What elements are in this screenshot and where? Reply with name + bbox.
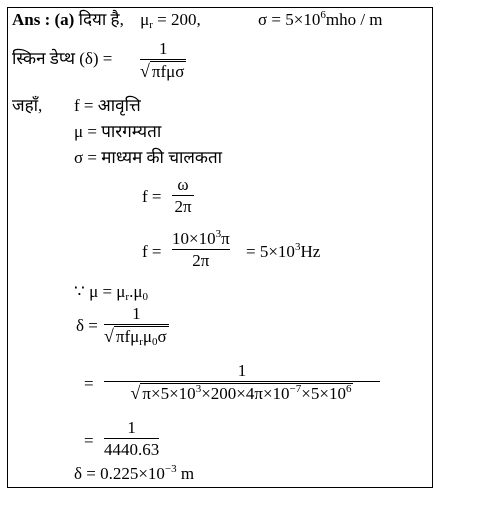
part-label: (a) <box>54 10 75 29</box>
mu-r-value: $\mu_r = 200$, <box>140 10 201 31</box>
delta-subst-lhs: = <box>84 374 94 393</box>
skin-depth-denominator: √ πfμσ <box>140 61 185 81</box>
delta-num-denominator: 4440.63 <box>104 440 160 459</box>
given-word: दिया है, <box>78 10 124 29</box>
freq-calc-lhs: f = <box>142 242 162 261</box>
delta-subst-fraction <box>104 362 380 402</box>
skin-depth-label: स्किन डेप्थ (δ) = <box>12 49 113 68</box>
fraction-bar <box>140 59 186 60</box>
freq-calc-denominator: 2π <box>192 251 210 270</box>
fraction-bar <box>104 381 380 382</box>
fraction-bar <box>104 324 169 325</box>
freq-denominator: 2π <box>174 197 192 216</box>
delta-subst-denominator: √ $\pi\times 5\times 10^3\times 200\times 4\pi\times 10^{-7}\times 5\times 10^6$ <box>130 383 352 403</box>
since-symbol: ∵ <box>74 282 85 301</box>
delta-numerator: 1 <box>132 304 141 323</box>
skin-depth-fraction <box>140 40 186 80</box>
fraction-bar <box>172 249 230 250</box>
freq-formula-fraction <box>172 176 194 215</box>
fraction-bar <box>172 195 194 196</box>
f-definition: f = आवृत्ति <box>74 96 141 115</box>
delta-formula-fraction <box>104 304 169 348</box>
final-result: $\delta = 0.225\times 10^{-3}$ m <box>74 463 195 483</box>
skin-depth-numerator: 1 <box>158 39 168 58</box>
fraction-bar <box>104 438 159 439</box>
given-line <box>12 10 201 31</box>
delta-num-numerator: 1 <box>127 418 136 437</box>
since-line: ∵ $\mu = \mu_r.\mu_0$ <box>74 282 148 303</box>
freq-calc-numerator: $10\times 10^3\pi$ <box>172 228 230 248</box>
mu-definition: μ = पारगम्यता <box>74 122 162 141</box>
delta-denominator: √ $\pi f\mu_r\mu_0\sigma$ <box>104 326 167 348</box>
freq-numerator: ω <box>177 175 189 194</box>
delta-num-fraction <box>104 419 159 458</box>
delta-formula-lhs: δ = <box>76 316 98 335</box>
where-label: जहाँ, <box>12 96 43 115</box>
sigma-definition: σ = माध्यम की चालकता <box>74 148 223 167</box>
freq-result: = $5\times 10^3Hz$ <box>246 241 321 261</box>
ans-label: Ans : <box>12 10 51 29</box>
freq-calc-fraction <box>172 230 230 269</box>
delta-subst-numerator: 1 <box>237 361 247 380</box>
freq-formula-lhs: f = <box>142 187 162 206</box>
delta-num-lhs: = <box>84 431 94 450</box>
sigma-value: $\sigma = 5\times 10^6mho / m$ <box>258 9 383 29</box>
